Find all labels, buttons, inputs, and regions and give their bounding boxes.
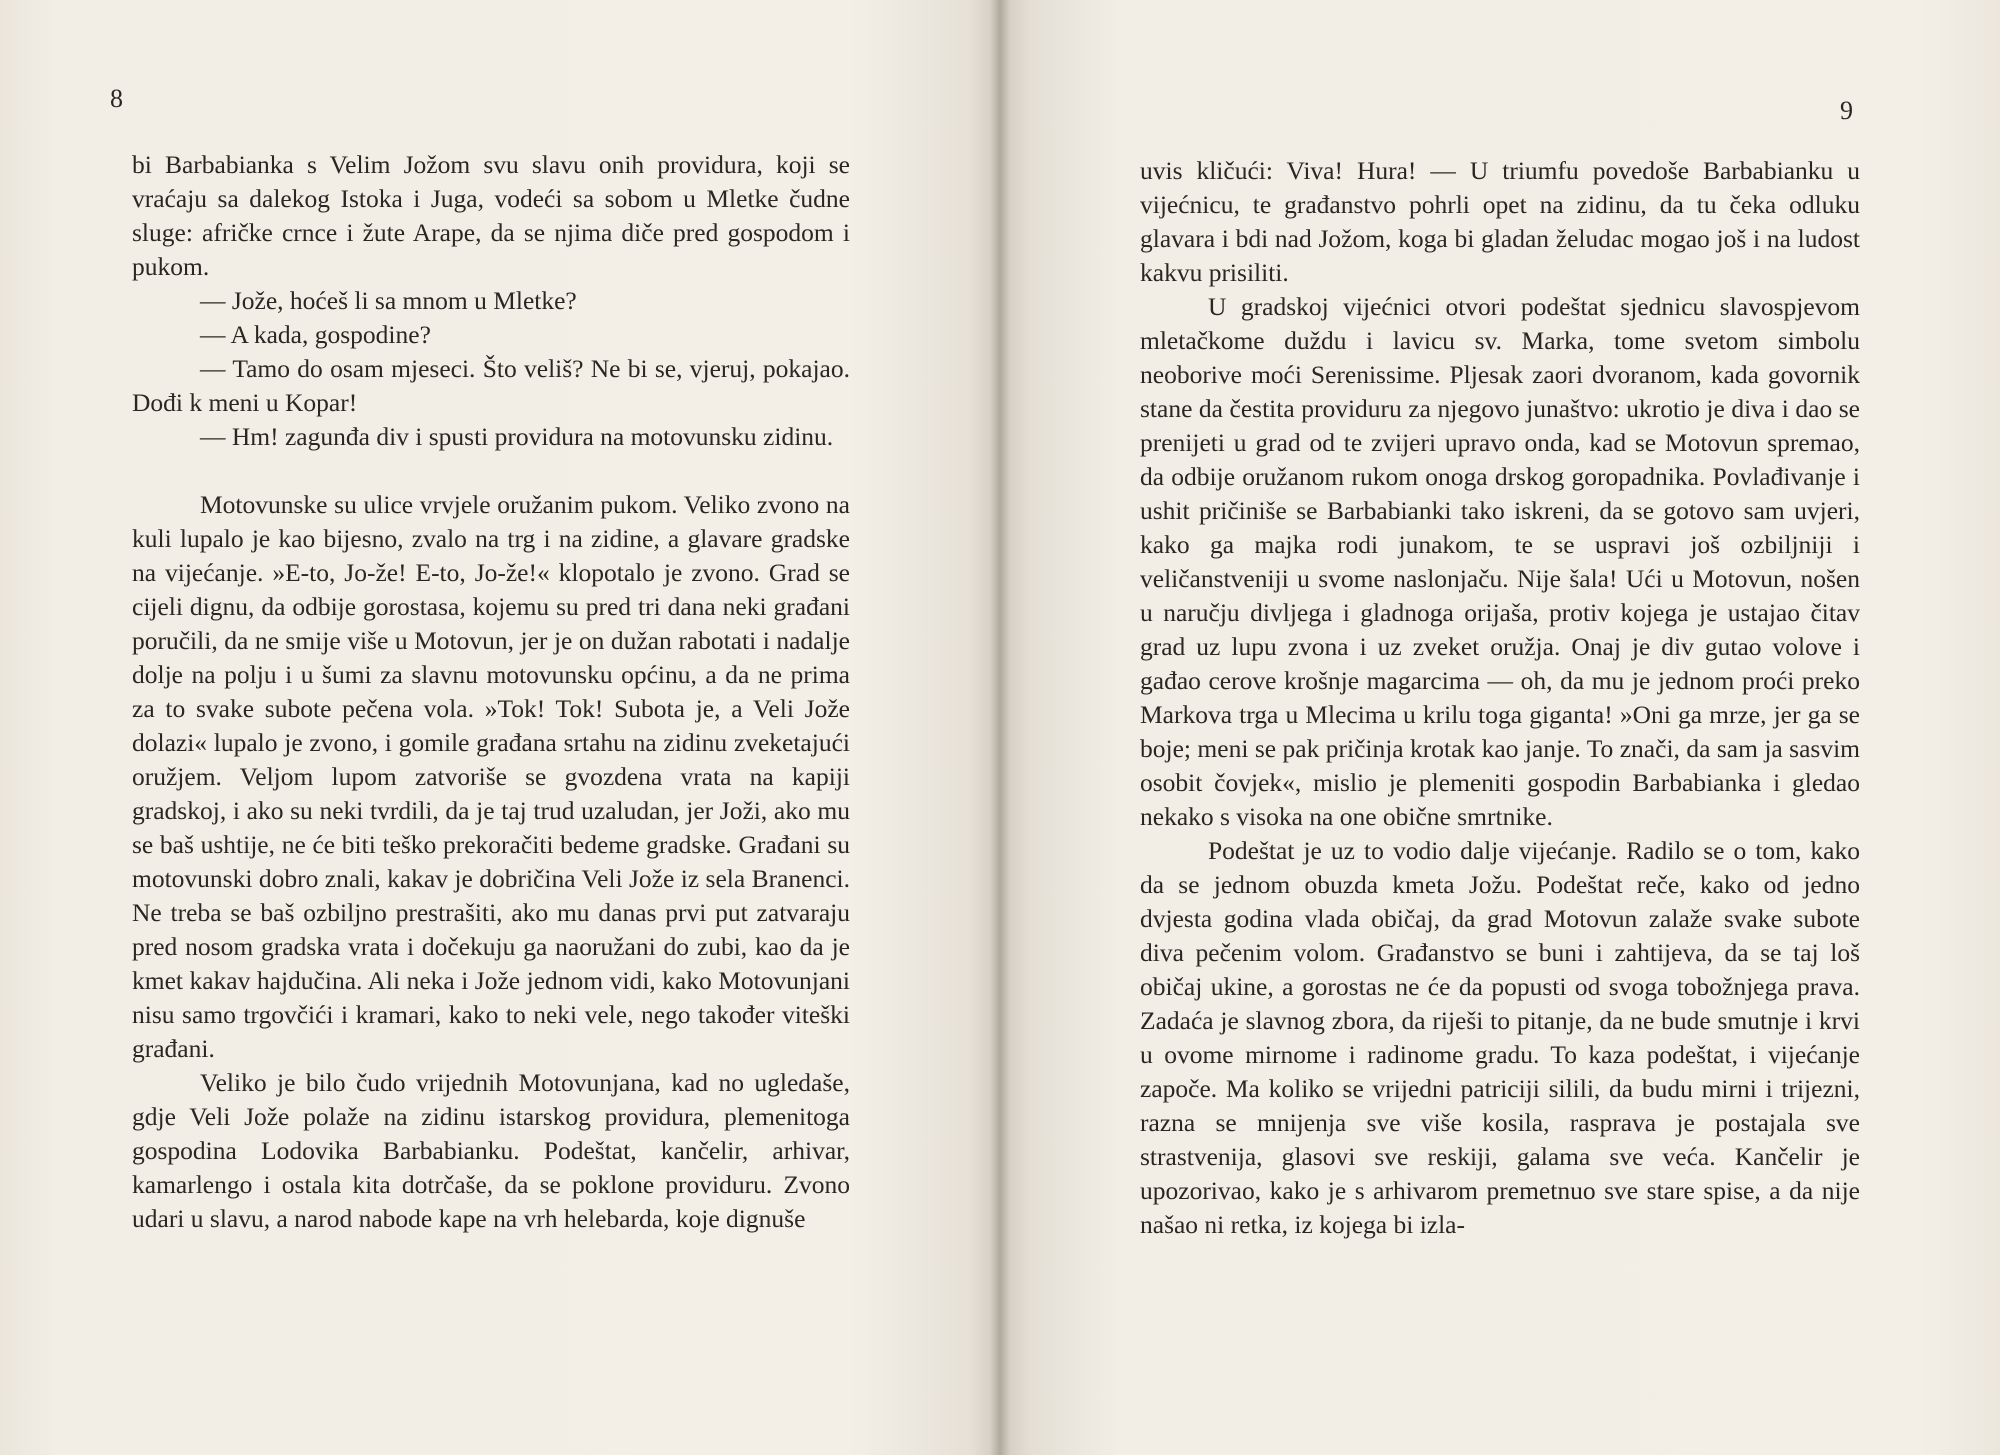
paragraph: Podeštat je uz to vodio dalje vijećanje. Radilo se o tom, kako da se jednom obuzda kmeta Jožu. Podeštat reče, kako od jedno dvjesta godina vlada običaj, da grad Motovun zalaže svake subote diva pečenim volom. Građanstvo se buni i zahtijeva, da se taj loš običaj ukine, a gorostas ne će da popusti od svoga tobožnjega prava. Zadaća je slavnog zbora, da riješi to pitanje, da ne bude smutnje i krvi u ovome mirnome i radinome gradu. To kaza podeštat, i vijećanje započe. Ma koliko se vrijedni patriciji silili, da budu mirni i trijezni, razna se mnijenja sve više kosila, rasprava je postajala sve strastvenija, glasovi sve reskiji, galama sve veća. Kančelir je upozorivao, kako je s arhivarom premetnuo sve stare spise, a da nije našao ni retka, iz kojega bi izla- [1140, 836, 1860, 1239]
page-number-right: 9 [1840, 96, 1854, 125]
paragraph: Veliko je bilo čudo vrijednih Motovunjana, kad no ugledaše, gdje Veli Jože polaže na zidinu istarskog providura, plemenitoga gospodina Lodovika Barbabianku. Podeštat, kančelir, arhivar, kamarlengo i ostala kita dotrčaše, da se poklone providuru. Zvono udari u slavu, a narod nabode kape na vrh helebarda, koje dignuše [132, 1068, 850, 1233]
right-page [1000, 0, 2000, 1455]
page-number-left: 8 [110, 84, 124, 113]
dialog-line: — A kada, gospodine? [200, 320, 431, 349]
right-page-text [1140, 154, 1860, 1242]
paragraph: uvis kličući: Viva! Hura! — U triumfu povedoše Barbabianku u vijećnicu, te građanstvo pohrli opet na zidinu, da tu čeka odluku glavara i bdi nad Jožom, koga bi gladan želudac mogao još i na ludost kakvu prisiliti. [1140, 156, 1860, 287]
left-page-text [132, 148, 850, 1236]
dialog-line: — Jože, hoćeš li sa mnom u Mletke? [200, 286, 577, 315]
book-gutter [990, 0, 1010, 1455]
dialog-line: — Hm! zagunđa div i spusti providura na motovunsku zidinu. [200, 422, 834, 451]
paragraph: U gradskoj vijećnici otvori podeštat sjednicu slavospjevom mletačkome duždu i lavicu sv. Marka, tome svetom simbolu neoborive moći Serenissime. Pljesak zaori dvoranom, kada govornik stane da čestita providuru za njegovo junaštvo: ukrotio je diva i dao se prenijeti u grad od te zvijeri upravo onda, kad se Motovun spremao, da odbije oružanom rukom onoga drskog goropadnika. Povlađivanje i ushit pričiniše se Barbabianki tako iskreni, da se gotovo sam uvjeri, kako ga majka rodi junakom, te se uspravi još ozbiljniji i veličanstveniji u svome naslonjaču. Nije šala! Ući u Motovun, nošen u naručju divljega i gladnoga orijaša, protiv kojega je ustajao čitav grad uz lupu zvona i uz zveket oružja. Onaj je div gutao volove i gađao cerove krošnje magarcima — oh, da mu je jednom proći preko Markova trga u Mlecima u krilu toga giganta! »Oni ga mrze, jer ga se boje; meni se pak pričinja krotak kao janje. To znači, da sam ja sasvim osobit čovjek«, mislio je plemeniti gospodin Barbabianka i gledao nekako s visoka na one obične smrtnike. [1140, 292, 1860, 831]
paragraph: Motovunske su ulice vrvjele oružanim pukom. Veliko zvono na kuli lupalo je kao bijesno, zvalo na trg i na zidine, a glavare gradske na vijećanje. »E-to, Jo-že! E-to, Jo-že!« klopotalo je zvono. Grad se cijeli dignu, da odbije gorostasa, kojemu su pred tri dana neki građani poručili, da ne smije više u Motovun, jer je on dužan rabotati i nadalje dolje na polju i u šumi za slavnu motovunsku općinu, a da ne prima za to svake subote pečena vola. »Tok! Tok! Subota je, a Veli Jože dolazi« lupalo je zvono, i gomile građana srtahu na zidinu zveketajući oružjem. Veljom lupom zatvoriše se gvozdena vrata na kapiji gradskoj, i ako su neki tvrdili, da je taj trud uzaludan, jer Joži, ako mu se baš ushtije, ne će biti teško prekoračiti bedeme gradske. Građani su motovunski dobro znali, kakav je dobričina Veli Jože iz sela Branenci. Ne treba se baš ozbiljno prestrašiti, ako mu danas prvi put zatvaraju pred nosom gradska vrata i dočekuju ga naoružani do zubi, kao da je kmet kakav hajdučina. Ali neka i Jože jednom vidi, kako Motovunjani nisu samo trgovčići i kramari, kako to neki vele, nego također viteški građani. [132, 490, 850, 1063]
dialog-line: — Tamo do osam mjeseci. Što veliš? Ne bi se, vjeruj, pokajao. Dođi k meni u Kopar! [132, 354, 850, 417]
paragraph: bi Barbabianka s Velim Jožom svu slavu onih providura, koji se vraćaju sa dalekog Istoka i Juga, vodeći sa sobom u Mletke čudne sluge: afričke crnce i žute Arape, da se njima diče pred gospodom i pukom. [132, 150, 850, 281]
